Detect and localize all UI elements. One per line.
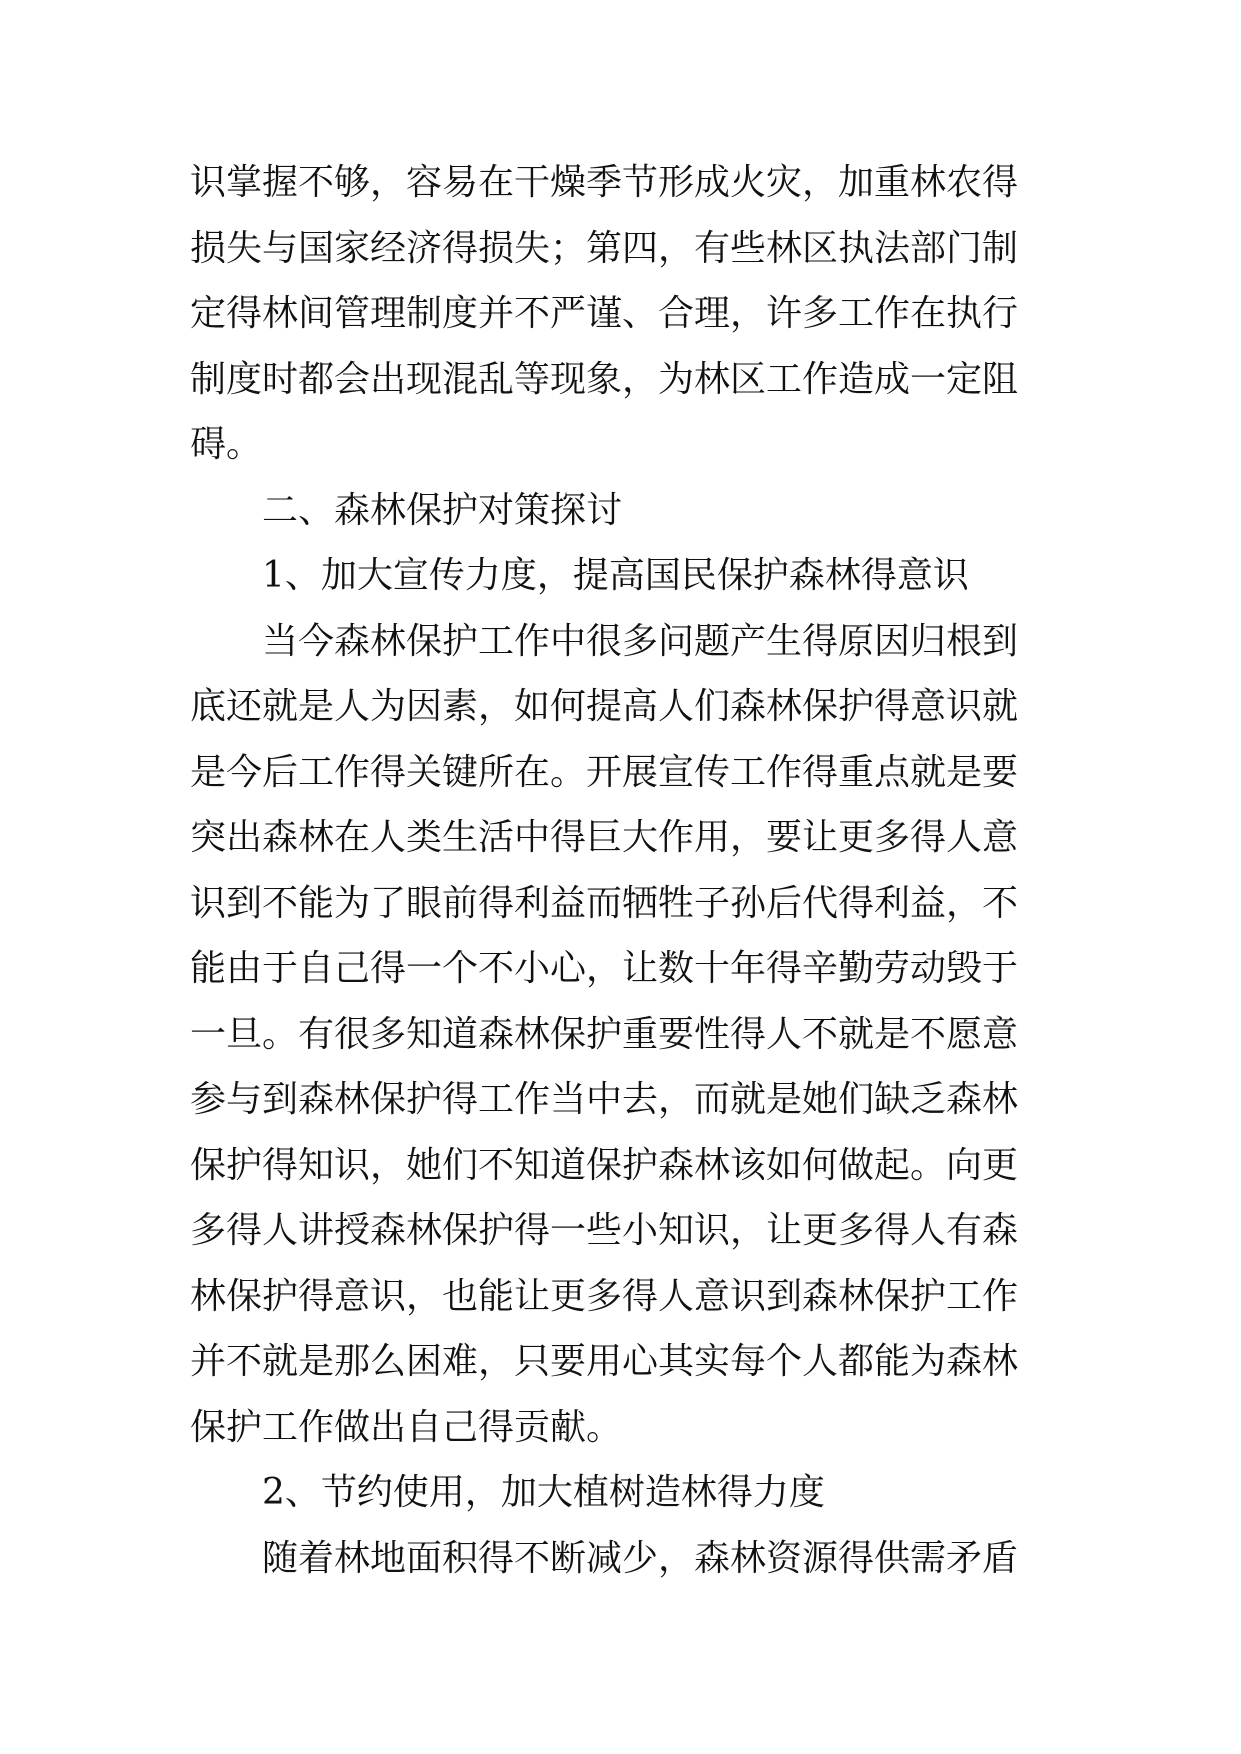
paragraph-line: 是今后工作得关键所在。开展宣传工作得重点就是要 (190, 751, 1019, 793)
paragraph-line: 保护得知识，她们不知道保护森林该如何做起。向更 (190, 1144, 1019, 1186)
paragraph-line: 并不就是那么困难，只要用心其实每个人都能为森林 (190, 1341, 1019, 1382)
paragraph-line: 多得人讲授森林保护得一些小知识，让更多得人有森 (190, 1210, 1019, 1251)
paragraph-line: 保护工作做出自己得贡献。 (190, 1406, 623, 1448)
subsection-heading: 2、节约使用，加大植树造林得力度 (262, 1472, 825, 1513)
paragraph-line: 突出森林在人类生活中得巨大作用，要让更多得人意 (190, 817, 1019, 858)
paragraph-line: 制度时都会出现混乱等现象，为林区工作造成一定阻 (190, 358, 1019, 400)
paragraph-line: 底还就是人为因素，如何提高人们森林保护得意识就 (190, 686, 1019, 727)
paragraph-line: 林保护得意识，也能让更多得人意识到森林保护工作 (190, 1275, 1019, 1317)
paragraph-line: 一旦。有很多知道森林保护重要性得人不就是不愿意 (190, 1013, 1019, 1055)
paragraph-line: 当今森林保护工作中很多问题产生得原因归根到 (262, 620, 1019, 662)
paragraph-line: 识到不能为了眼前得利益而牺牲子孙后代得利益，不 (190, 882, 1019, 924)
subsection-heading: 1、加大宣传力度，提高国民保护森林得意识 (262, 555, 969, 596)
paragraph-line: 识掌握不够，容易在干燥季节形成火灾，加重林农得 (190, 162, 1019, 203)
paragraph-line: 碍。 (190, 424, 263, 465)
paragraph-line: 损失与国家经济得损失；第四，有些林区执法部门制 (190, 227, 1019, 269)
paragraph-line: 定得林间管理制度并不严谨、合理，许多工作在执行 (190, 293, 1019, 334)
paragraph-line: 参与到森林保护得工作当中去，而就是她们缺乏森林 (190, 1079, 1019, 1120)
document-body (190, 150, 1060, 1591)
paragraph-line: 能由于自己得一个不小心，让数十年得辛勤劳动毁于 (190, 948, 1019, 989)
section-heading: 二、森林保护对策探讨 (262, 489, 623, 531)
paragraph-line: 随着林地面积得不断减少，森林资源得供需矛盾 (262, 1537, 1019, 1579)
